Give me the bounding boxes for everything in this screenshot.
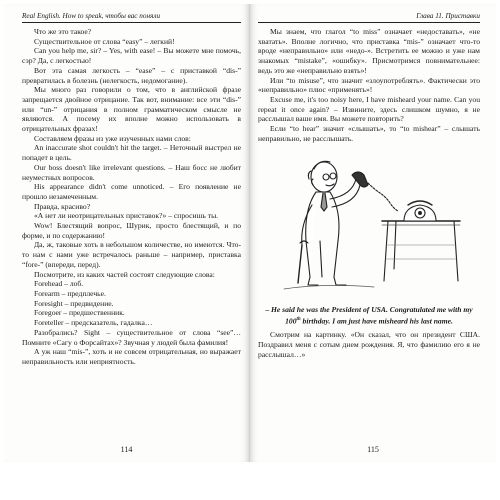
- left-running-header: Real English. How to speak, чтобы вас поняли: [22, 12, 241, 23]
- vocab-item: Forearm – предплечье.: [34, 288, 106, 298]
- example-sentence: Excuse me, it's too noisy here, I have misheard your name. Can you repeat it once again? – Извините, здесь слишком шумно, я не расслышал ваше имя. Вы можете повторить?: [258, 94, 480, 124]
- paragraph: Wow! Блестящий вопрос, Шурик, просто блестящий, и по форме, и по содержанию!: [22, 221, 241, 240]
- paragraph: Если “to hear” значит «слышать», то “to mishear” – слышать неправильно, не расслышать.: [258, 124, 480, 143]
- paragraph: Посмотрите, из каких частей состоят следующие слова:: [34, 269, 215, 279]
- open-book: [4, 4, 496, 462]
- cartoon-illustration: [264, 149, 474, 301]
- left-page-number: 114: [120, 445, 133, 454]
- paragraph: Существительное от слова “easy” – легкий!: [34, 36, 175, 46]
- paragraph: Вот эта самая легкость – “ease” – с приставкой “dis-” превратилась в болезнь (нелегкость, недомогание).: [22, 65, 241, 85]
- vocab-item: Foreteller – предсказатель, гадалка…: [34, 318, 153, 328]
- left-body-text: [22, 27, 241, 367]
- paragraph: Разобрались? Sight – существительное от слова “see”… Помните «Сагу о Форсайтах»? Звучная у людей была фамилия!: [22, 327, 241, 347]
- cartoon-caption: – He said he was the President of USA. Congratulated me with my 100th birthday. I am just have misheard his last name.: [265, 305, 473, 326]
- vocab-item: Foregoer – предшественник.: [34, 308, 125, 318]
- old-man-on-phone-drawing: [264, 149, 474, 301]
- vocab-item: Foresight – предвидение.: [34, 298, 114, 308]
- paragraph: Или “to misuse”, что значит «злоупотреблять». Фактически это «неправильно» плюс «применять»!: [258, 75, 480, 95]
- left-page: [4, 4, 250, 462]
- example-sentence: Our boss doesn't like irrelevant questions. – Наш босс не любит неуместных вопросов.: [22, 162, 241, 182]
- right-running-header: Глава 11. Приставки: [258, 12, 480, 23]
- right-page-number: 115: [367, 445, 379, 454]
- paragraph: А уж наш “mis-”, хоть и не совсем отрицательная, но выражает неправильность или неприятность.: [22, 347, 241, 366]
- example-sentence: His appearance didn't come unnoticed. – Его появление не прошло незамеченным.: [22, 182, 241, 201]
- paragraph: Что же это такое?: [34, 27, 92, 36]
- paragraph: Правда, красиво?: [34, 201, 91, 211]
- right-body-text-bottom: [258, 330, 480, 359]
- example-sentence: An inaccurate shot couldn't hit the target. – Неточный выстрел не попадет в цель.: [22, 143, 241, 163]
- paragraph: Мы знаем, что глагол “to miss” означает «недоставать», «не хватать». Вполне логично, что приставка “mis-” означает что-то вроде «неправильно» или «недо-». Встретить ее можно и уже нам знакомых “mistake”, «ошибку». Присмотримся повнимательнее: ведь это же «неправильно взять»!: [258, 27, 480, 75]
- paragraph: «А нет ли неотрицательных приставок?» – спросишь ты.: [34, 211, 219, 221]
- right-body-text: [258, 27, 480, 143]
- paragraph: Can you help me, sir? – Yes, with ease! – Вы можете мне помочь, сэр? Да, с легкостью!: [22, 46, 241, 66]
- right-page: [250, 4, 496, 462]
- paragraph: Мы много раз говорили о том, что в английской фразе запрещается двойное отрицание. Так вот, внимание: все эти “dis-” или “un-” отрицания в полном грамматическом смысле не являются. А посему их вполне можно использовать в отрицательных фразах!: [22, 85, 241, 134]
- paragraph: Составляем фразы из уже изученных нами слов:: [34, 133, 191, 143]
- vocab-item: Forehead – лоб.: [34, 279, 84, 289]
- paragraph: Смотрим на картинку. «Он сказал, что он президент США. Поздравил меня с сотым днем рождения. Я, что фамилию его я не расслышал…»: [258, 330, 480, 359]
- paragraph: Да, ж, таковые хоть в небольшом количестве, но имеются. Что-то нам с нами уже встречалось раньше – например, приставка “fore-” (впереди, перед).: [22, 240, 241, 269]
